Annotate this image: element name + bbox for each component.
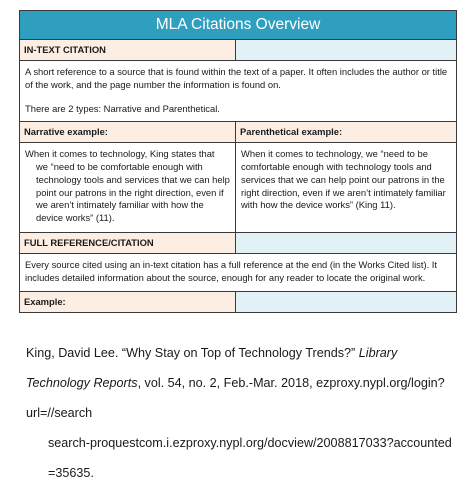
mla-overview-document xyxy=(19,10,456,313)
citation-details: , vol. 54, no. 2, Feb.-Mar. 2018, ezproxy.nypl.org/login?url=//search xyxy=(26,376,445,420)
full-reference-blank-cell xyxy=(236,233,457,254)
citation-journal: Library Technology Reports xyxy=(26,346,398,390)
in-text-types-line: There are 2 types: Narrative and Parenthetical. xyxy=(25,102,220,114)
citation-url-end: =35635. xyxy=(48,466,94,480)
in-text-citation-header: IN-TEXT CITATION xyxy=(20,40,236,61)
in-text-blank-cell xyxy=(236,40,457,61)
in-text-description-cell xyxy=(20,61,457,122)
table-title: MLA Citations Overview xyxy=(20,11,457,40)
parenthetical-example-first-line: When it comes to technology, we “need to be xyxy=(241,148,428,160)
overview-table xyxy=(19,10,457,313)
full-reference-header: FULL REFERENCE/CITATION xyxy=(20,233,236,254)
narrative-example-first-line: When it comes to technology, King states that xyxy=(25,148,215,160)
narrative-example-cell xyxy=(20,143,236,233)
works-cited-entry xyxy=(26,338,456,488)
parenthetical-example-header: Parenthetical example: xyxy=(236,122,457,143)
full-reference-description: Every source cited using an in-text citation has a full reference at the end (in the Works Cited list). It includes detailed information about the source, enough for any reader to locate the original work. xyxy=(25,259,438,284)
example-header: Example: xyxy=(20,291,236,312)
parenthetical-example-text: comfortable enough with technology tools and services that we can help point our patrons in the right direction, even if we aren’t intimately familiar with how the device works” (King 11). xyxy=(241,161,446,211)
parenthetical-example-cell xyxy=(236,143,457,233)
example-blank-cell xyxy=(236,291,457,312)
in-text-description: A short reference to a source that is found within the text of a paper. It often includes the author or title of the work, and the page number the information is found on. xyxy=(25,66,448,91)
citation-url-line: search-proquestcom.i.ezproxy.nypl.org/docview/2008817033?accounted xyxy=(48,436,452,450)
narrative-example-header: Narrative example: xyxy=(20,122,236,143)
narrative-example-text: we “need to be comfortable enough with technology tools and services that we can help point our patrons in the right direction, even if we aren’t intimately familiar with how the device works” (11). xyxy=(36,161,230,224)
citation-author-title: King, David Lee. “Why Stay on Top of Technology Trends?” xyxy=(26,346,359,360)
full-reference-description-cell xyxy=(20,254,457,292)
